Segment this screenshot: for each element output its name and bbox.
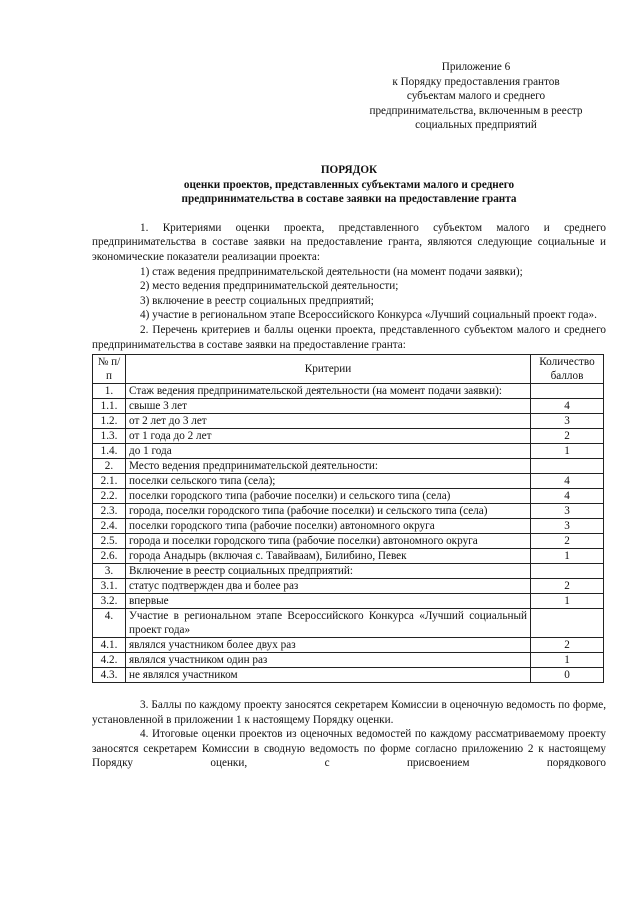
appendix-line: Приложение 6	[441, 61, 511, 73]
appendix-line: к Порядку предоставления грантов	[392, 75, 560, 88]
table-row	[93, 579, 604, 594]
table-row	[93, 609, 604, 638]
row-criterion: поселки городского типа (рабочие поселки) и сельского типа (села)	[126, 489, 531, 504]
row-number: 2.3.	[93, 504, 126, 519]
table-row	[93, 429, 604, 444]
row-points	[531, 384, 604, 399]
row-number: 2.1.	[93, 474, 126, 489]
row-points: 1	[531, 594, 604, 609]
row-number: 1.4.	[93, 444, 126, 459]
table-row	[93, 474, 604, 489]
row-number: 1.2.	[93, 414, 126, 429]
row-number: 3.1.	[93, 579, 126, 594]
row-criterion: Место ведения предпринимательской деятельности:	[126, 459, 531, 474]
row-number: 2.5.	[93, 534, 126, 549]
row-criterion: Включение в реестр социальных предприятий:	[126, 564, 531, 579]
table-row	[93, 489, 604, 504]
title-subtitle-line: предпринимательства в составе заявки на предоставление гранта	[181, 193, 517, 206]
table-body	[93, 384, 604, 683]
table-row	[93, 459, 604, 474]
header-number: № п/п	[93, 355, 126, 384]
appendix-header	[346, 60, 606, 133]
paragraph-3: 3. Баллы по каждому проекту заносятся секретарем Комиссии в оценочную ведомость по форме, установленной в приложении 1 к настоящему Порядку оценки.	[92, 699, 606, 726]
document-page	[92, 60, 606, 771]
row-points: 3	[531, 504, 604, 519]
header-criteria: Критерии	[126, 355, 531, 384]
header-points: Количество баллов	[531, 355, 604, 384]
row-points: 1	[531, 653, 604, 668]
row-number: 2.2.	[93, 489, 126, 504]
criteria-list-item: 4) участие в региональном этапе Всероссийского Конкурса «Лучший социальный проект года».	[140, 309, 597, 322]
table-row	[93, 638, 604, 653]
row-points: 2	[531, 534, 604, 549]
row-points: 1	[531, 549, 604, 564]
row-points	[531, 609, 604, 638]
row-criterion: от 1 года до 2 лет	[126, 429, 531, 444]
row-number: 1.1.	[93, 399, 126, 414]
table-row	[93, 534, 604, 549]
table-row	[93, 384, 604, 399]
table-row	[93, 594, 604, 609]
row-number: 3.	[93, 564, 126, 579]
row-points: 2	[531, 429, 604, 444]
row-number: 2.4.	[93, 519, 126, 534]
table-row	[93, 549, 604, 564]
row-number: 2.6.	[93, 549, 126, 564]
row-number: 3.2.	[93, 594, 126, 609]
criteria-list-item: 1) стаж ведения предпринимательской деятельности (на момент подачи заявки);	[140, 265, 523, 278]
row-number: 4.	[93, 609, 126, 638]
row-points: 0	[531, 668, 604, 683]
table-row	[93, 564, 604, 579]
row-points: 1	[531, 444, 604, 459]
row-criterion: Участие в региональном этапе Всероссийского Конкурса «Лучший социальный проект года»	[126, 609, 531, 638]
paragraph-1: 1. Критериями оценки проекта, представленного субъектом малого и среднего предпринимательства в составе заявки на предоставление гранта, являются следующие социальные и экономические показатели реализации проекта:	[92, 221, 606, 263]
table-row	[93, 504, 604, 519]
appendix-line: социальных предприятий	[415, 119, 537, 132]
row-criterion: статус подтвержден два и более раз	[126, 579, 531, 594]
title-subtitle-line: оценки проектов, представленных субъектами малого и среднего	[183, 178, 515, 191]
row-points: 2	[531, 638, 604, 653]
row-points: 3	[531, 414, 604, 429]
table-row	[93, 414, 604, 429]
paragraph-2: 2. Перечень критериев и баллы оценки проекта, представленного субъектом малого и среднего предпринимательства в составе заявки на предоставление гранта:	[92, 323, 606, 351]
row-points: 4	[531, 399, 604, 414]
row-criterion: города, поселки городского типа (рабочие поселки) и сельского типа (села)	[126, 504, 531, 519]
row-points: 2	[531, 579, 604, 594]
row-criterion: города Анадырь (включая с. Тавайваам), Билибино, Певек	[126, 549, 531, 564]
row-criterion: впервые	[126, 594, 531, 609]
row-points: 4	[531, 474, 604, 489]
row-criterion: свыше 3 лет	[126, 399, 531, 414]
paragraph-4: 4. Итоговые оценки проектов из оценочных ведомостей по каждому рассматриваемому проекту заносятся секретарем Комиссии в сводную ведомость по форме согласно приложению 2 к настоящему Порядку оценки, с присвоением порядкового	[92, 728, 606, 770]
row-criterion: поселки сельского типа (села);	[126, 474, 531, 489]
row-number: 4.2.	[93, 653, 126, 668]
row-points: 4	[531, 489, 604, 504]
row-number: 4.1.	[93, 638, 126, 653]
table-row	[93, 399, 604, 414]
row-number: 2.	[93, 459, 126, 474]
appendix-line: субъектам малого и среднего	[406, 90, 546, 103]
appendix-line: предпринимательства, включенным в реестр	[369, 104, 583, 117]
row-points: 3	[531, 519, 604, 534]
row-criterion: являлся участником более двух раз	[126, 638, 531, 653]
table-header-row	[93, 355, 604, 384]
row-number: 1.	[93, 384, 126, 399]
table-row	[93, 519, 604, 534]
row-number: 4.3.	[93, 668, 126, 683]
row-criterion: поселки городского типа (рабочие поселки) автономного округа	[126, 519, 531, 534]
criteria-table	[92, 354, 604, 683]
row-criterion: до 1 года	[126, 444, 531, 459]
row-points	[531, 459, 604, 474]
table-row	[93, 653, 604, 668]
criteria-list-item: 2) место ведения предпринимательской деятельности;	[140, 280, 399, 293]
row-points	[531, 564, 604, 579]
row-criterion: Стаж ведения предпринимательской деятельности (на момент подачи заявки):	[126, 384, 531, 399]
row-criterion: от 2 лет до 3 лет	[126, 414, 531, 429]
title-main: ПОРЯДОК	[320, 163, 378, 176]
row-criterion: города и поселки городского типа (рабочие поселки) автономного округа	[126, 534, 531, 549]
criteria-list-item: 3) включение в реестр социальных предприятий;	[140, 294, 374, 307]
document-title	[92, 163, 606, 207]
row-number: 1.3.	[93, 429, 126, 444]
row-criterion: являлся участником один раз	[126, 653, 531, 668]
row-criterion: не являлся участником	[126, 668, 531, 683]
table-row	[93, 668, 604, 683]
table-row	[93, 444, 604, 459]
